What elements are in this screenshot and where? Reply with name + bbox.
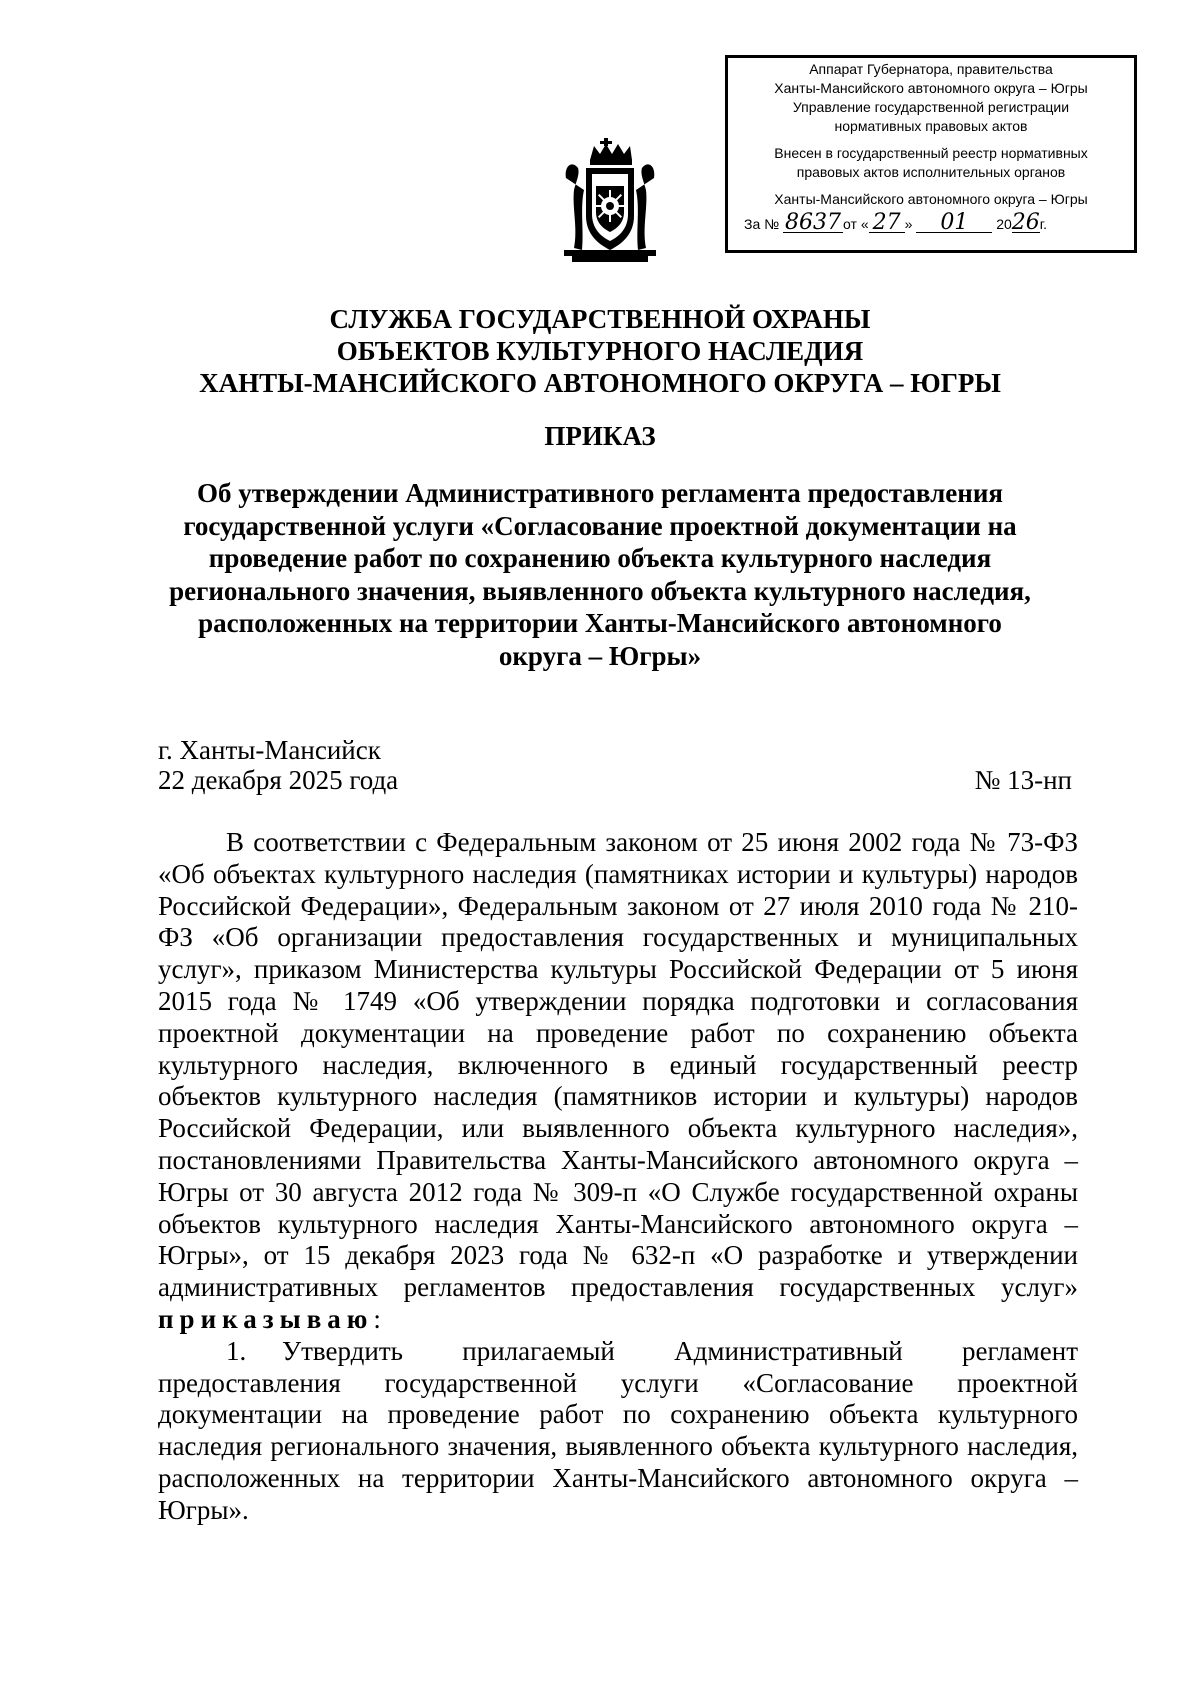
organization-name [100,303,1100,399]
title-line: регионального значения, выявленного объекта культурного наследия, [169,575,1031,606]
document-meta [158,735,1078,795]
stamp-year-prefix: 20 [996,216,1012,232]
stamp-from-label: от « [843,216,869,232]
document-number: № 13-нп [974,765,1072,795]
preamble-text: В соответствии с Федеральным законом от 25 июня 2002 года № 73-ФЗ «Об объектах культурного наследия (памятниках истории и культуры) народов Российской Федерации», Федеральным законом от 27 июля 2010 года № 210-ФЗ «Об организации предоставления государственных и муниципальных услуг», приказом Министерства культуры Российской Федерации от 5 июня 2015 года № 1749 «Об утверждении порядка подготовки и согласования проектной документации на проведение работ по сохранению объекта культурного наследия, включенного в единый государственный реестр объектов культурного наследия (памятников истории и культуры) народов Российской Федерации, или выявленного объекта культурного наследия», постановлениями Правительства Ханты-Мансийского автономного округа – Югры от 30 августа 2012 года № 309-п «О Службе государственной охраны объектов культурного наследия Ханты-Мансийского автономного округа – Югры», от 15 декабря 2023 года № 632-п «О разработке и утверждении административных регламентов предоставления государственных услуг» [158,827,1078,1303]
stamp-year-suffix: г. [1039,216,1048,232]
command-word: приказываю [158,1303,374,1334]
preamble-paragraph [158,827,1078,1336]
stamp-reg-prefix: За № [744,216,780,232]
stamp-line: Ханты-Мансийского автономного округа – Югры [774,80,1088,96]
stamp-line: Аппарат Губернатора, правительства [809,61,1053,77]
title-line: Об утверждении Административного регламента предоставления [197,478,1003,508]
organization-line: ОБЪЕКТОВ КУЛЬТУРНОГО НАСЛЕДИЯ [336,336,864,366]
title-line: государственной услуги «Согласование проектной документации на [183,510,1017,541]
coat-of-arms-icon [560,138,660,266]
stamp-reg-number: 8637 [785,210,842,235]
item-text: Утвердить прилагаемый Административный регламент предоставления государственной услуги «Согласование проектной документации на проведение работ по сохранению объекта культурного наследия регионального значения, выявленного объекта культурного наследия, расположенных на территории Ханты-Мансийского автономного округа – Югры». [158,1335,1078,1525]
title-line: расположенных на территории Ханты-Мансийского автономного [198,608,1002,638]
stamp-month: 01 [916,213,992,233]
organization-line: ХАНТЫ-МАНСИЙСКОГО АВТОНОМНОГО ОКРУГА – ЮГРЫ [199,368,1001,398]
stamp-day: 27 [869,213,905,233]
stamp-line: Внесен в государственный реестр нормативных [774,145,1088,161]
document-title [100,477,1100,672]
registration-stamp [725,55,1137,253]
command-colon: : [373,1303,381,1334]
document-type: ПРИКАЗ [544,421,656,451]
title-line: проведение работ по сохранению объекта культурного наследия [208,543,992,573]
stamp-line: Ханты-Мансийского автономного округа – Югры [774,191,1088,207]
city: г. Ханты-Мансийск [158,735,381,765]
document-body [158,827,1078,1527]
stamp-line: правовых актов исполнительных органов [796,164,1066,180]
stamp-registration-row [734,210,1128,235]
item-number: 1. [226,1335,247,1366]
stamp-line: нормативных правовых актов [834,118,1028,134]
title-line: округа – Югры» [498,640,702,671]
stamp-day-close: » [904,216,913,232]
organization-line: СЛУЖБА ГОСУДАРСТВЕННОЙ ОХРАНЫ [329,304,871,334]
list-item [158,1336,1078,1527]
stamp-line: Управление государственной регистрации [792,99,1070,115]
document-date: 22 декабря 2025 года [158,765,399,795]
stamp-year: 26 [1011,210,1040,235]
